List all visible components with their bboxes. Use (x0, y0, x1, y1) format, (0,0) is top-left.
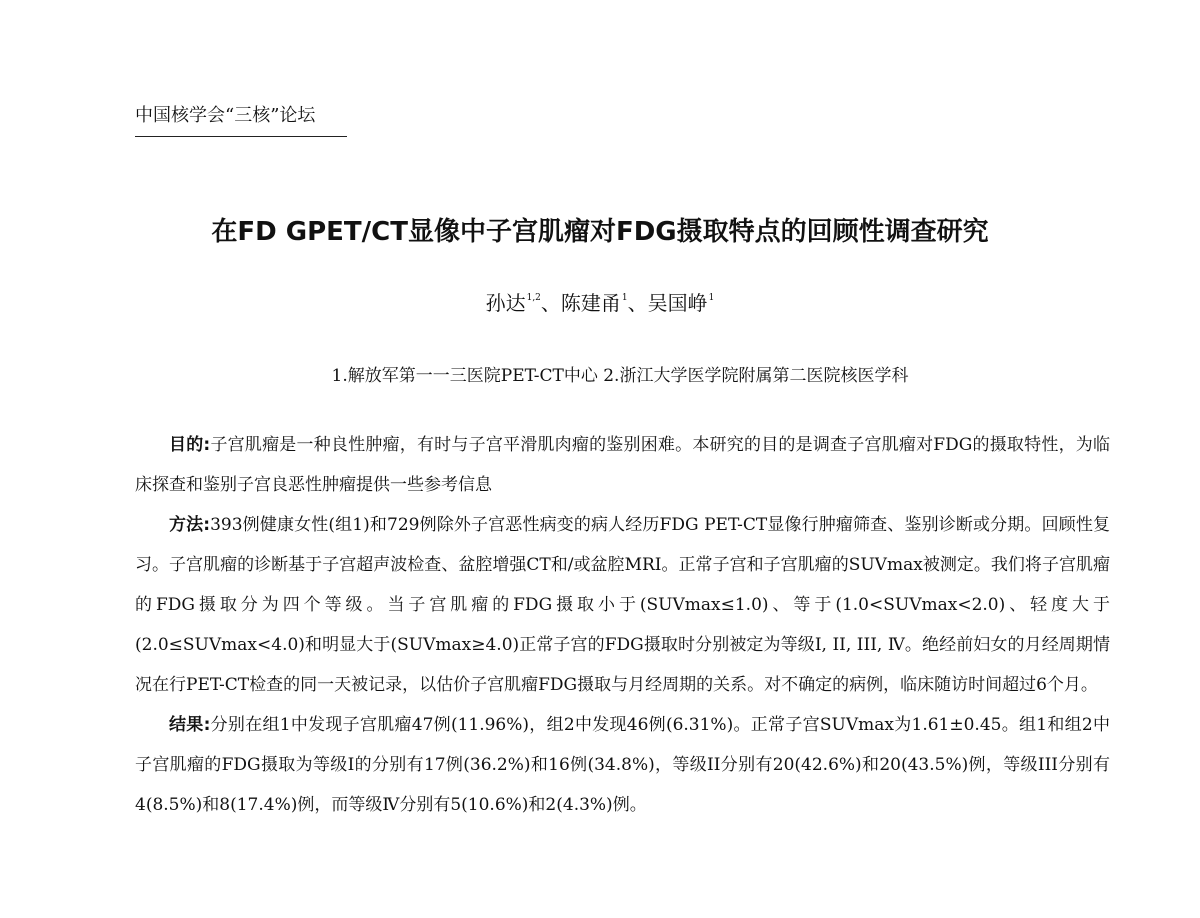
author-name: 吴国峥 (647, 291, 708, 315)
section-results (135, 705, 1110, 825)
affiliation-line: 1.解放军第一一三医院PET-CT中心 2.浙江大学医学院附属第二医院核医学科 (331, 366, 909, 386)
author-name: 孙达 (485, 291, 526, 315)
forum-label: 中国核学会“三核”论坛 (135, 105, 316, 126)
abstract-body (135, 425, 1110, 825)
author-separator: 、 (540, 291, 561, 315)
author-affiliation-mark: 1 (708, 293, 715, 303)
journal-header (135, 104, 347, 137)
section-label: 方法: (169, 515, 211, 535)
section-label: 结果: (169, 715, 211, 735)
author-affiliation-mark: 1 (621, 293, 628, 303)
paper-title: 在FD GPET/CT显像中子宫肌瘤对FDG摄取特点的回顾性调查研究 (211, 217, 989, 247)
header-underline (135, 136, 347, 137)
author-separator: 、 (627, 291, 648, 315)
author-affiliation-mark: 1,2 (526, 293, 541, 303)
author-name: 陈建甬 (560, 291, 621, 315)
author-list (0, 287, 1200, 319)
section-text: 子宫肌瘤是一种良性肿瘤，有时与子宫平滑肌肉瘤的鉴别困难。本研究的目的是调查子宫肌瘤对FDG的摄取特性，为临床探查和鉴别子宫良恶性肿瘤提供一些参考信息 (135, 435, 1110, 495)
section-text: 分别在组1中发现子宫肌瘤47例(11.96%)，组2中发现46例(6.31%)。正常子宫SUVmax为1.61±0.45。组1和组2中子宫肌瘤的FDG摄取为等级I的分别有17例(36.2%)和16例(34.8%)，等级II分别有20(42.6%)和20(43.5%)例，等级III分别有4(8.5%)和8(17.4%)例，而等级Ⅳ分别有5(10.6%)和2(4.3%)例。 (135, 715, 1111, 815)
section-objective (135, 425, 1110, 505)
section-methods (135, 505, 1110, 705)
section-label: 目的: (169, 435, 211, 455)
section-text: 393例健康女性(组1)和729例除外子宫恶性病变的病人经历FDG PET-CT显像行肿瘤筛查、鉴别诊断或分期。回顾性复习。子宫肌瘤的诊断基于子宫超声波检查、盆腔增强CT和/或盆腔MRI。正常子宫和子宫肌瘤的SUVmax被测定。我们将子宫肌瘤的FDG摄取分为四个等级。当子宫肌瘤的FDG摄取小于(SUVmax≤1.0)、等于(1.0<SUVmax<2.0)、轻度大于(2.0≤SUVmax<4.0)和明显大于(SUVmax≥4.0)正常子宫的FDG摄取时分别被定为等级I, II, III, Ⅳ。绝经前妇女的月经周期情况在行PET-CT检查的同一天被记录，以估价子宫肌瘤FDG摄取与月经周期的关系。对不确定的病例，临床随访时间超过6个月。 (135, 515, 1110, 695)
